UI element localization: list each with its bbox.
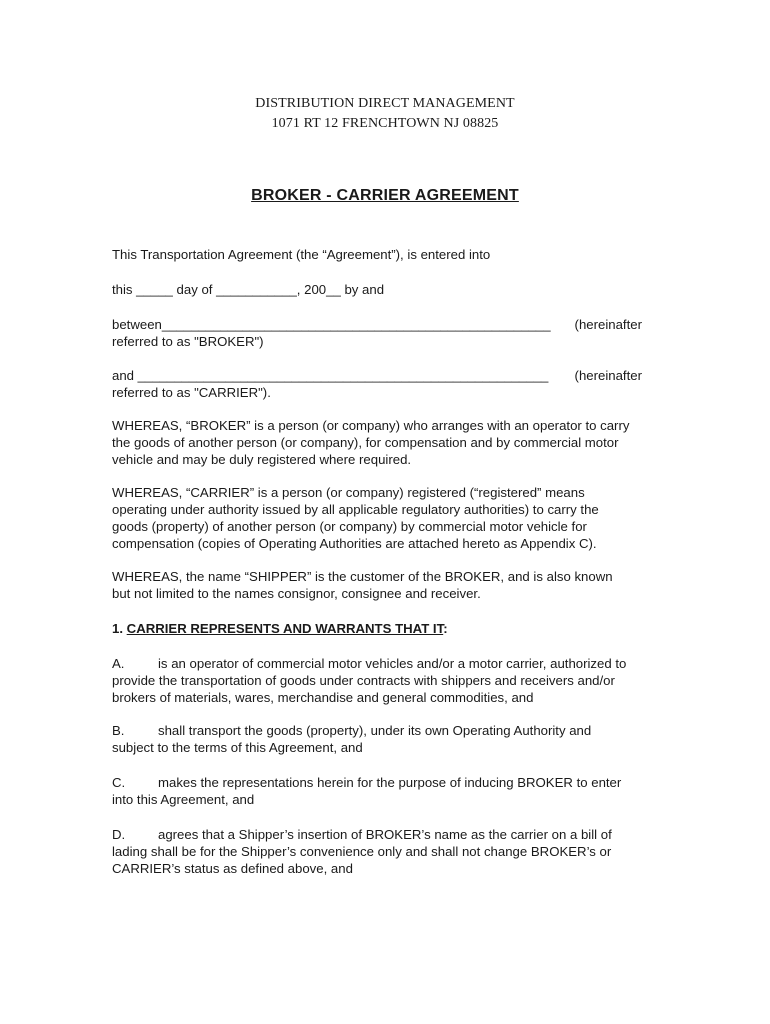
item-letter: A. — [112, 656, 125, 671]
item-a — [112, 655, 626, 706]
section-1-heading — [112, 620, 448, 637]
carrier-blank: and ________________________________________________________ — [112, 368, 549, 383]
item-line: brokers of materials, wares, merchandise and general commodities, and — [112, 690, 534, 705]
item-first-line — [112, 774, 621, 791]
document-title: BROKER - CARRIER AGREEMENT — [251, 187, 519, 204]
section-title: CARRIER REPRESENTS AND WARRANTS THAT IT — [126, 621, 444, 636]
item-first-line — [112, 655, 626, 672]
hereinafter-label: (hereinafter — [574, 317, 642, 332]
intro-paragraph — [112, 246, 490, 263]
item-text: is an operator of commercial motor vehicles and/or a motor carrier, authorized to — [158, 656, 627, 671]
paragraph-line: compensation (copies of Operating Authorities are attached hereto as Appendix C). — [112, 536, 597, 551]
date-line: this _____ day of ___________, 200__ by and — [112, 282, 385, 297]
paragraph-line: but not limited to the names consignor, consignee and receiver. — [112, 586, 481, 601]
item-text: shall transport the goods (property), under its own Operating Authority and — [158, 723, 592, 738]
section-colon: : — [443, 621, 448, 636]
item-c — [112, 774, 621, 808]
company-name: DISTRIBUTION DIRECT MANAGEMENT — [255, 96, 515, 111]
intro-line: This Transportation Agreement (the “Agreement”), is entered into — [112, 247, 491, 262]
whereas-shipper-paragraph — [112, 568, 613, 602]
item-text: agrees that a Shipper’s insertion of BROKER’s name as the carrier on a bill of — [158, 827, 612, 842]
item-line: subject to the terms of this Agreement, and — [112, 740, 363, 755]
item-letter: D. — [112, 827, 126, 842]
date-paragraph — [112, 281, 384, 298]
item-letter: B. — [112, 723, 125, 738]
carrier-referred-line: referred to as "CARRIER"). — [112, 385, 271, 400]
item-b — [112, 722, 591, 756]
carrier-party-paragraph — [112, 367, 642, 401]
paragraph-line: WHEREAS, the name “SHIPPER” is the customer of the BROKER, and is also known — [112, 569, 613, 584]
whereas-broker-paragraph — [112, 417, 629, 468]
carrier-party-row — [112, 367, 642, 384]
item-d — [112, 826, 612, 877]
section-number: 1. — [112, 621, 123, 636]
item-first-line — [112, 826, 612, 843]
item-line: lading shall be for the Shipper’s convenience only and shall not change BROKER’s or — [112, 844, 612, 859]
company-address: 1071 RT 12 FRENCHTOWN NJ 08825 — [271, 116, 499, 131]
item-first-line — [112, 722, 591, 739]
item-line: into this Agreement, and — [112, 792, 255, 807]
item-text: makes the representations herein for the purpose of inducing BROKER to enter — [158, 775, 622, 790]
paragraph-line: vehicle and may be duly registered where required. — [112, 452, 412, 467]
item-letter: C. — [112, 775, 126, 790]
paragraph-line: WHEREAS, “CARRIER” is a person (or company) registered (“registered” means — [112, 485, 585, 500]
whereas-carrier-paragraph — [112, 484, 599, 552]
broker-party-row — [112, 316, 642, 333]
broker-referred-line: referred to as "BROKER") — [112, 334, 264, 349]
hereinafter-label: (hereinafter — [574, 368, 642, 383]
paragraph-line: the goods of another person (or company), for compensation and by commercial motor — [112, 435, 619, 450]
item-line: CARRIER’s status as defined above, and — [112, 861, 353, 876]
paragraph-line: operating under authority issued by all applicable regulatory authorities) to carry the — [112, 502, 599, 517]
paragraph-line: WHEREAS, “BROKER” is a person (or company) who arranges with an operator to carry — [112, 418, 630, 433]
paragraph-line: goods (property) of another person (or company) by commercial motor vehicle for — [112, 519, 587, 534]
broker-blank: between_____________________________________________________ — [112, 317, 551, 332]
letterhead — [0, 94, 770, 134]
broker-party-paragraph — [112, 316, 642, 350]
item-line: provide the transportation of goods under contracts with shippers and receivers and/or — [112, 673, 615, 688]
